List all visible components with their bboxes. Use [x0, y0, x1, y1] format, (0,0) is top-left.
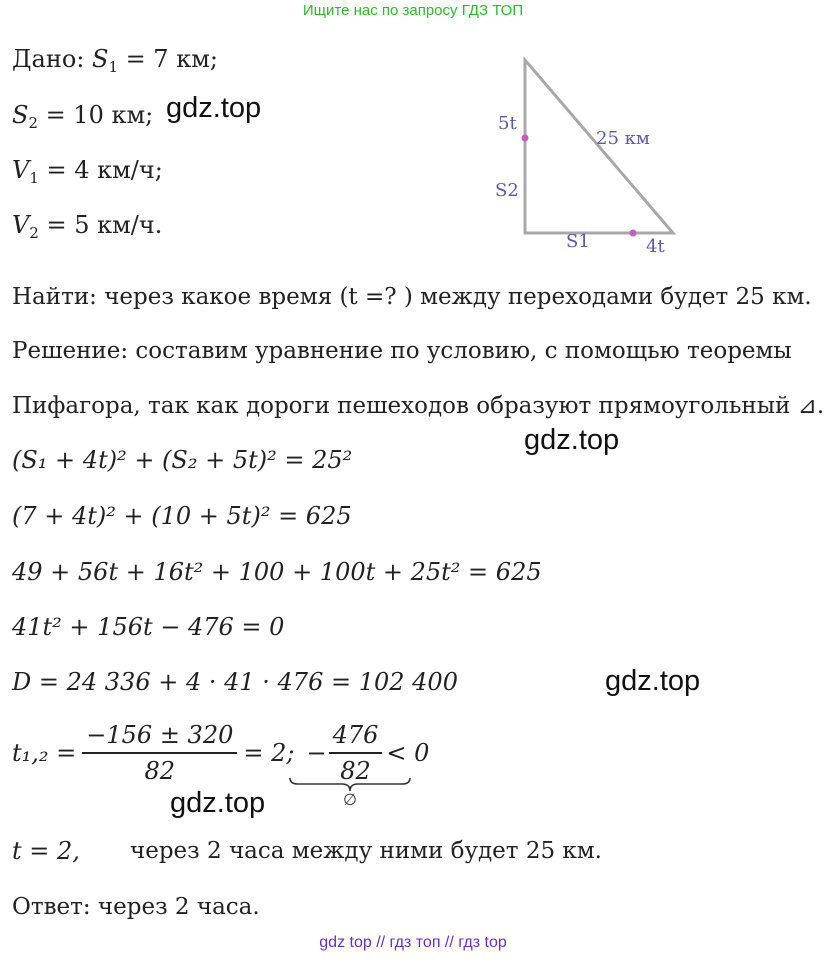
point-4t	[630, 230, 637, 237]
point-5t	[522, 135, 529, 142]
equation-4: 41t² + 156t − 476 = 0	[12, 613, 285, 641]
watermark-3: gdz.top	[605, 665, 701, 697]
label-25km: 25 км	[596, 128, 650, 149]
empty-set: ∅	[343, 790, 357, 809]
t-equals: t = 2,	[12, 837, 80, 865]
solution-line-1: Решение: составим уравнение по условию, с помощью теоремы	[12, 338, 792, 364]
watermark-1: gdz.top	[166, 92, 262, 124]
equation-1: (S₁ + 4t)² + (S₂ + 5t)² = 25²	[12, 446, 353, 474]
second-fraction-den: 82	[340, 757, 371, 785]
given-s1: Дано: $S_1 = 7$ км;	[12, 45, 218, 77]
equation-2: (7 + 4t)² + (10 + 5t)² = 625	[12, 502, 352, 530]
watermark-2: gdz.top	[524, 424, 620, 456]
roots-mid: = 2;	[243, 739, 295, 767]
footer: gdz top // гдз топ // гдз top	[319, 934, 507, 951]
roots-fraction	[82, 720, 237, 786]
label-4t: 4t	[646, 236, 665, 257]
find-line: Найти: через какое время (t =? ) между переходами будет 25 км.	[12, 284, 812, 310]
label-5t: 5t	[498, 113, 517, 134]
less-than-zero: < 0	[386, 739, 430, 767]
t-result-line	[12, 836, 80, 866]
triangle-diagram	[480, 40, 710, 270]
label-s2: S2	[495, 180, 519, 201]
answer-line: Ответ: через 2 часа.	[12, 894, 260, 920]
t-result-text: через 2 часа между ними будет 25 км.	[130, 838, 602, 864]
given-v2: $V_2 = 5$ км/ч.	[12, 211, 163, 243]
label-s1: S1	[566, 231, 590, 252]
watermark-4: gdz.top	[170, 787, 266, 819]
top-banner: Ищите нас по запросу ГДЗ ТОП	[302, 2, 524, 19]
solution-line-2: Пифагора, так как дороги пешеходов образуют прямоугольный ⊿.	[12, 393, 825, 419]
roots-fraction-den: 82	[144, 757, 176, 785]
roots-lhs: t₁,₂ =	[12, 739, 77, 767]
given-v1: $V_1 = 4$ км/ч;	[12, 156, 163, 188]
given-label: Дано:	[12, 45, 85, 73]
roots-fraction-num: −156 ± 320	[82, 720, 237, 754]
given-s2: $S_2 = 10$ км;	[12, 101, 154, 133]
neg-sign: −	[306, 739, 327, 767]
equation-5: D = 24 336 + 4 · 41 · 476 = 102 400	[12, 668, 458, 696]
equation-3: 49 + 56t + 16t² + 100 + 100t + 25t² = 625	[12, 558, 542, 586]
second-fraction-num: 476	[329, 720, 383, 754]
